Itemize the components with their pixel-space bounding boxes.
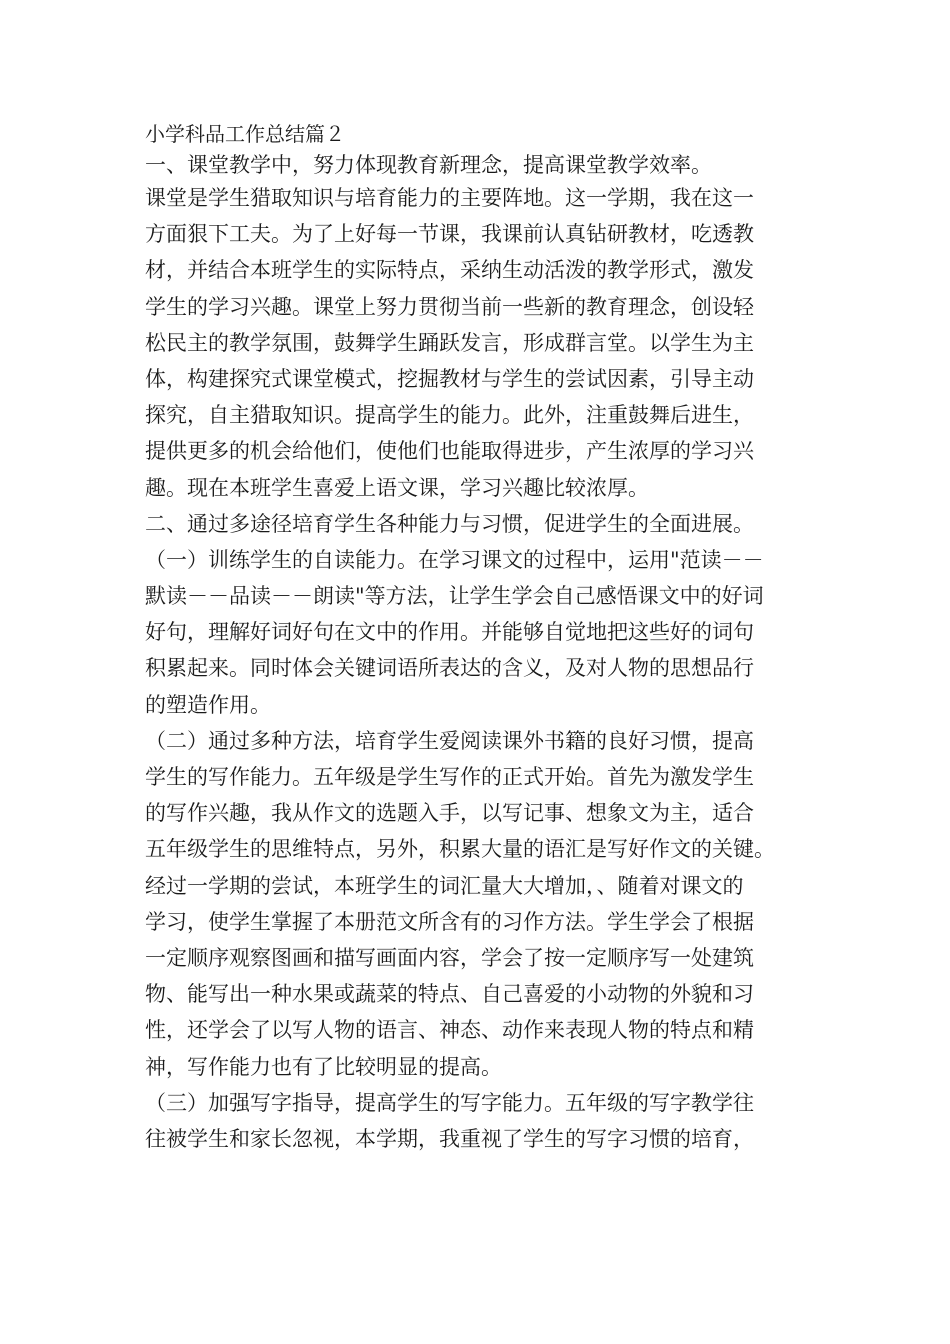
text-line: 学习，使学生掌握了本册范文所含有的习作方法。学生学会了根据: [145, 909, 754, 934]
text-line: 好句，理解好词好句在文中的作用。并能够自觉地把这些好的词句: [145, 620, 754, 645]
text-line: 松民主的教学氛围，鼓舞学生踊跃发言，形成群言堂。以学生为主: [145, 330, 754, 355]
document-content: [145, 118, 825, 1157]
text-line: （一）训练学生的自读能力。在学习课文的过程中，运用"范读－－: [145, 547, 764, 572]
text-line: （三）加强写字指导，提高学生的写字能力。五年级的写字教学往: [145, 1090, 754, 1115]
text-line: 方面狠下工夫。为了上好每一节课，我课前认真钻研教材，吃透教: [145, 222, 754, 247]
document-title: 小学科品工作总结篇２: [145, 122, 345, 146]
paragraph-reading-ability: [145, 542, 825, 723]
text-line: 性，还学会了以写人物的语言、神态、动作来表现人物的特点和精: [145, 1018, 754, 1043]
paragraph-handwriting: [145, 1085, 825, 1157]
text-line: 积累起来。同时体会关键词语所表达的含义，及对人物的思想品行: [145, 656, 754, 681]
paragraph-classroom-teaching: [145, 180, 825, 506]
text-line: 材，并结合本班学生的实际特点，采纳生动活泼的教学形式，激发: [145, 258, 754, 283]
text-line: 学生的学习兴趣。课堂上努力贯彻当前一些新的教育理念，创设轻: [145, 294, 754, 319]
text-line: 物、能写出一种水果或蔬菜的特点、自己喜爱的小动物的外貌和习: [145, 982, 754, 1007]
text-line: 的塑造作用。: [145, 692, 271, 717]
text-line: 经过一学期的尝试，本班学生的词汇量大大增加，、随着对课文的: [145, 873, 744, 898]
paragraph-writing-ability: [145, 723, 825, 1085]
section-heading-1: 一、课堂教学中，努力体现教育新理念，提高课堂教学效率。: [145, 153, 712, 177]
text-line: 探究，自主猎取知识。提高学生的能力。此外，注重鼓舞后进生，: [145, 403, 754, 428]
text-line: 默读－－品读－－朗读"等方法，让学生学会自己感悟课文中的好词: [145, 584, 764, 609]
text-line: 学生的写作能力。五年级是学生写作的正式开始。首先为激发学生: [145, 765, 754, 789]
text-line: 一定顺序观察图画和描写画面内容，学会了按一定顺序写一处建筑: [145, 945, 754, 970]
section-heading-2-block: [145, 506, 825, 542]
text-line: 往被学生和家长忽视，本学期，我重视了学生的写字习惯的培育，: [145, 1126, 754, 1151]
text-line: 体，构建探究式课堂模式，挖掘教材与学生的尝试因素，引导主动: [145, 366, 754, 391]
text-line: 趣。现在本班学生喜爱上语文课，学习兴趣比较浓厚。: [145, 475, 649, 500]
text-line: 提供更多的机会给他们，使他们也能取得进步，产生浓厚的学习兴: [145, 439, 754, 464]
text-line: 五年级学生的思维特点，另外，积累大量的语汇是写好作文的关键。: [145, 837, 775, 862]
text-line: 的写作兴趣，我从作文的选题入手，以写记事、想象文为主，适合: [145, 801, 754, 826]
text-line: （二）通过多种方法，培育学生爱阅读课外书籍的良好习惯，提高: [145, 728, 754, 753]
text-line: 课堂是学生猎取知识与培育能力的主要阵地。这一学期，我在这一: [145, 186, 754, 210]
section-heading-2: 二、通过多途径培育学生各种能力与习惯，促进学生的全面进展。: [145, 511, 754, 536]
text-line: 神，写作能力也有了比较明显的提高。: [145, 1054, 502, 1079]
